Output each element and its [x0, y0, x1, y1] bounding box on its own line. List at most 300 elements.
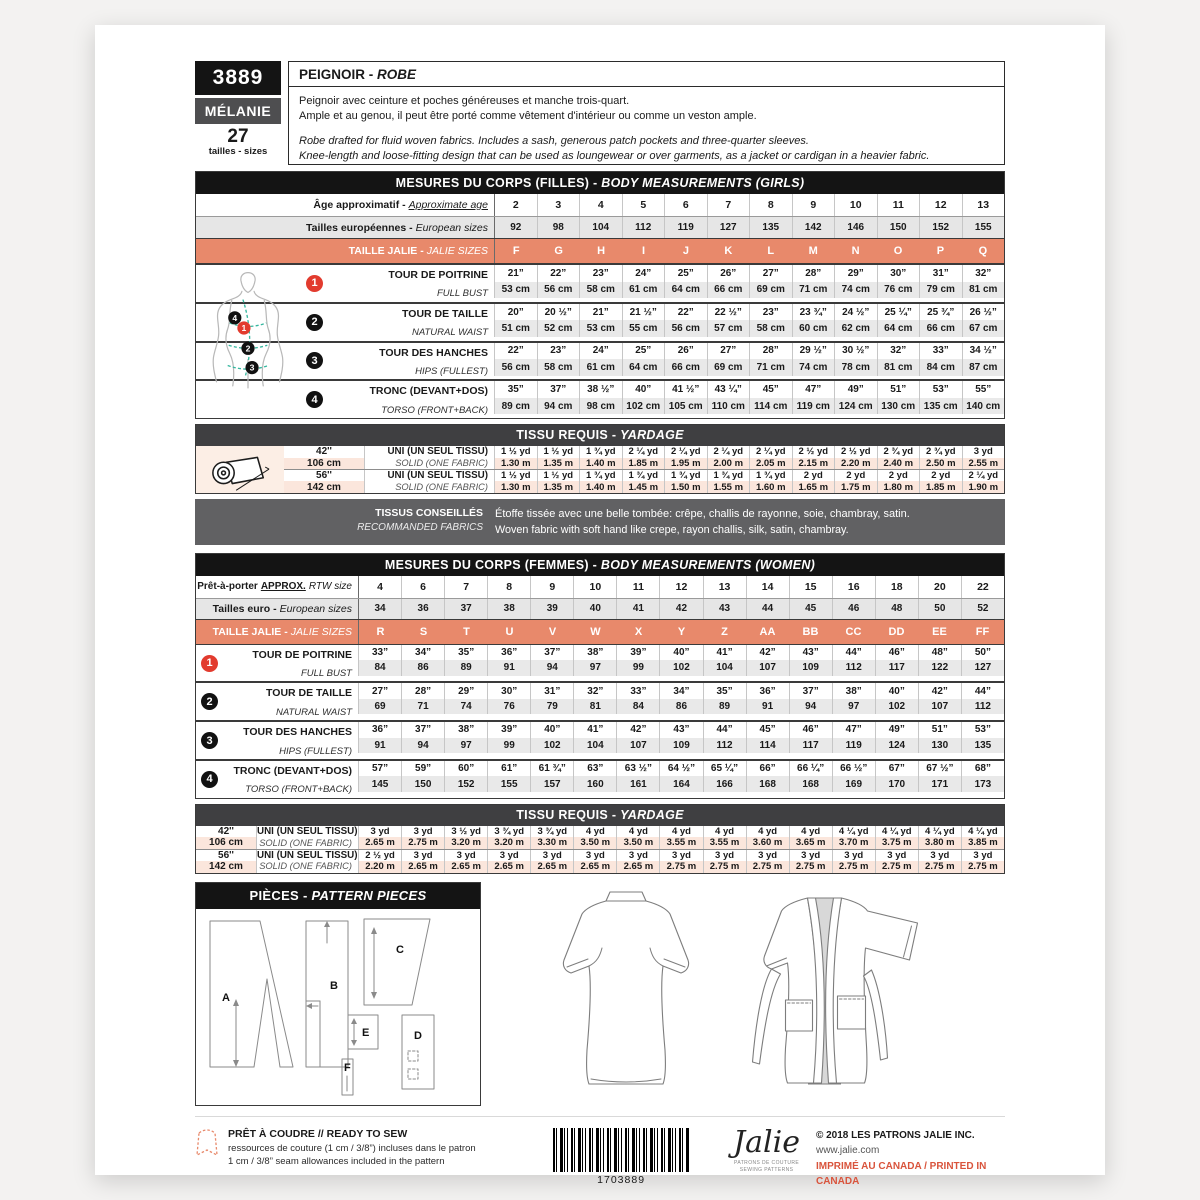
women-rtw-cell: 13: [703, 576, 746, 598]
women-yardage-table: [195, 804, 1005, 874]
women-hips-cm-cell: 99: [487, 738, 530, 754]
women-euro-cell: 46: [832, 599, 875, 619]
women-hips-cm-cell: 104: [573, 738, 616, 754]
women-rtw-cell: 10: [573, 576, 616, 598]
yardage-m-cell: 2.65 m: [573, 861, 616, 872]
yardage-yd-cell: 3 yd: [832, 850, 875, 861]
yardage-m-cell: 3.75 m: [875, 837, 918, 848]
website-url: www.jalie.com: [815, 1145, 880, 1157]
yardage-yd-cell: 1 ¾ yd: [579, 446, 622, 457]
copyright-text: © 2018 LES PATRONS JALIE INC.: [815, 1129, 975, 1141]
women-euro-cell: 50: [918, 599, 961, 619]
girls-measurement-rows: [196, 263, 1004, 418]
measure-3-badge: 3: [306, 352, 323, 369]
women-torso-cm-cell: 157: [530, 776, 573, 792]
women-hips-cm-cell: 117: [789, 738, 832, 754]
yardage-yd-cell: 1 ¾ yd: [664, 470, 707, 481]
women-torso-cm-cell: 171: [918, 776, 961, 792]
seam-allowance-icon: [195, 1128, 219, 1160]
women-hips-in-cell: 41”: [573, 722, 616, 738]
girls-euro-cell: 135: [749, 217, 792, 238]
women-jalie-size-cell: Y: [677, 625, 686, 638]
yardage-yd-cell: 1 ½ yd: [537, 446, 580, 457]
description-english: [299, 134, 994, 165]
yardage-m-cell: 1.50 m: [664, 481, 707, 492]
yardage-yd-cell: 4 yd: [573, 826, 616, 837]
measure-1-badge: 1: [306, 275, 323, 292]
yardage-m-cell: 1.60 m: [749, 481, 792, 492]
women-waist-cm-cell: 69: [358, 699, 401, 715]
women-hips-in-cell: 46”: [789, 722, 832, 738]
women-bust-cm-cell: 117: [875, 660, 918, 676]
girls-bust-cm-cell: 69 cm: [749, 282, 792, 299]
footer: [195, 1116, 1005, 1190]
description-line: Peignoir avec ceinture et poches généreuses et manche trois-quart.: [299, 95, 630, 107]
women-waist-cm-cell: 84: [616, 699, 659, 715]
girls-euro-cell: 112: [622, 217, 665, 238]
girls-hips-cm-cell: 61 cm: [579, 359, 622, 376]
girls-torso-cm-cell: 105 cm: [664, 398, 707, 415]
girls-jalie-cells: [494, 239, 1004, 263]
girls-bust-cm-cell: 53 cm: [494, 282, 537, 299]
women-torso-cm-cell: 173: [961, 776, 1004, 792]
girls-waist-in-cell: 25 ¼”: [877, 304, 920, 321]
girls-age-cell: 13: [962, 194, 1005, 216]
yardage-yd-cell: 3 ¾ yd: [487, 826, 530, 837]
girls-age-cell: 5: [622, 194, 665, 216]
women-bust-in-cell: 44”: [832, 645, 875, 661]
girls-hips-in-cell: 29 ½”: [792, 343, 835, 360]
girls-age-cell: 2: [494, 194, 537, 216]
women-bust-in-cell: 42”: [746, 645, 789, 661]
girls-waist-cm-cell: 64 cm: [877, 320, 920, 337]
women-jalie-cells: [358, 620, 1004, 644]
girls-hips-cm-cell: 78 cm: [834, 359, 877, 376]
yardage-yd-cell: 1 ¾ yd: [707, 470, 750, 481]
girls-waist-cm-cell: 67 cm: [962, 320, 1005, 337]
women-jalie-size-cell: BB: [802, 625, 819, 638]
women-torso-cm-cell: 164: [659, 776, 702, 792]
girls-waist-cm-cell: 52 cm: [537, 320, 580, 337]
girls-bust-in-cell: 26”: [707, 265, 750, 282]
yardage-m-cell: 3.50 m: [616, 837, 659, 848]
women-euro-cell: 44: [746, 599, 789, 619]
yardage-yd-cell: 3 yd: [703, 850, 746, 861]
yardage-yd-cell: 2 yd: [877, 470, 920, 481]
girls-yardage-56-row: 56'' 142 cm UNI (UN SEUL TISSU) SOLID (ONE FABRIC) 1 ½ yd 1 ½ yd 1 ¾ yd 1 ¾ yd 1 ¾ yd 1 ¾ yd 1 ¾ yd 2 yd 2 yd 2 yd 2 yd 2 ¼ yd 1.30 m 1.35 m 1.40 m 1.45 m 1.50 m 1.55 m 1.60 m 1.65 m 1.75 m 1.80 m 1.85 m 1.90 m: [284, 469, 1004, 493]
girls-hips-in-cell: 23”: [537, 343, 580, 360]
sizes-caption: tailles - sizes: [208, 145, 268, 157]
description-french: [299, 94, 994, 125]
girls-waist-cm-cell: 53 cm: [579, 320, 622, 337]
women-waist-cm-cell: 94: [789, 699, 832, 715]
girls-jalie-size-cell: H: [597, 245, 606, 257]
women-jalie-size-cell: T: [463, 625, 470, 638]
yardage-m-cell: 3.80 m: [918, 837, 961, 848]
women-torso-cm-cell: 169: [832, 776, 875, 792]
yardage-yd-cell: 4 ¼ yd: [918, 826, 961, 837]
women-hips-in-cell: 39”: [487, 722, 530, 738]
girls-waist-in-cell: 20”: [494, 304, 537, 321]
women-jalie-size-cell: AA: [759, 625, 776, 638]
women-euro-cell: 34: [358, 599, 401, 619]
girls-waist-cm-cell: 57 cm: [707, 320, 750, 337]
women-rtw-cell: 8: [487, 576, 530, 598]
women-bust-in-cell: 39”: [616, 645, 659, 661]
women-hips-cm-cell: 112: [703, 738, 746, 754]
girls-waist-in-cell: 22 ½”: [707, 304, 750, 321]
women-bust-cm-cell: 91: [487, 660, 530, 676]
yardage-m-cell: 2.65 m: [401, 861, 444, 872]
women-hips-in-cell: 43”: [659, 722, 702, 738]
yardage-yd-cell: 4 yd: [746, 826, 789, 837]
women-jalie-size-cell: S: [419, 625, 428, 638]
yardage-yd-cell: 2 ½ yd: [834, 446, 877, 457]
yardage-yd-cell: 2 yd: [834, 470, 877, 481]
girls-torso-cm-cell: 98 cm: [579, 398, 622, 415]
women-waist-in-cell: 34”: [659, 683, 702, 699]
girls-table-title: MESURES DU CORPS (FILLES) - BODY MEASUREMENTS (GIRLS): [196, 172, 1004, 194]
women-bust-in-cell: 40”: [659, 645, 702, 661]
girls-torso-in-cell: 37”: [537, 381, 580, 398]
svg-text:C: C: [396, 943, 404, 956]
girls-hips-in-cell: 30 ½”: [834, 343, 877, 360]
women-torso-in-cell: 57”: [358, 761, 401, 777]
girls-torso-in-cell: 53”: [919, 381, 962, 398]
yardage-yd-cell: 2 ¼ yd: [664, 446, 707, 457]
women-bust-in-cell: 38”: [573, 645, 616, 661]
svg-text:3: 3: [249, 362, 255, 373]
girls-waist-cm-cell: 55 cm: [622, 320, 665, 337]
robe-back-drawing: [550, 886, 702, 1098]
yardage-m-cell: 2.65 m: [444, 861, 487, 872]
girls-age-cell: 10: [834, 194, 877, 216]
girls-jalie-size-cell: P: [936, 245, 945, 257]
women-hips-in-cell: 44”: [703, 722, 746, 738]
yardage-m-cell: 2.40 m: [877, 458, 920, 469]
women-torso-in-cell: 66 ½”: [832, 761, 875, 777]
women-waist-cm-cell: 102: [875, 699, 918, 715]
yardage-m-cell: 1.90 m: [962, 481, 1005, 492]
women-bust-cm-cell: 99: [616, 660, 659, 676]
girls-waist-row: 2 TOUR DE TAILLE NATURAL WAIST 20” 20 ½” 21” 21 ½” 22” 22 ½” 23” 23 ¾” 24 ½” 25 ¼” 25 ¾” 26 ½” 51 cm 52 cm 53 cm 55 cm 56 cm 57 cm 58 cm 60 cm 62 cm 64 cm 66 cm 67 cm: [196, 302, 1004, 341]
women-waist-cm-cell: 89: [703, 699, 746, 715]
women-hips-in-cell: 45”: [746, 722, 789, 738]
women-torso-row: 4 TRONC (DEVANT+DOS) TORSO (FRONT+BACK) 57” 59” 60” 61” 61 ¾” 63” 63 ½” 64 ½” 65 ¼” 66” 66 ¼” 66 ½” 67” 67 ½” 68” 145 150 152 155 157 160 161 164 166 168 168 169 170 171 173: [196, 759, 1004, 798]
yardage-yd-cell: 2 ¼ yd: [749, 446, 792, 457]
girls-hips-in-cell: 24”: [579, 343, 622, 360]
svg-text:B: B: [330, 979, 338, 992]
girls-waist-in-cell: 21”: [579, 304, 622, 321]
yardage-m-cell: 2.65 m: [530, 861, 573, 872]
women-torso-in-cell: 66 ¼”: [789, 761, 832, 777]
yardage-m-cell: 1.75 m: [834, 481, 877, 492]
girls-hips-cm-cell: 81 cm: [877, 359, 920, 376]
girls-bust-row: 1 TOUR DE POITRINE FULL BUST 21” 22” 23” 24” 25” 26” 27” 28” 29” 30” 31” 32” 53 cm 56 cm 58 cm 61 cm 64 cm 66 cm 69 cm 71 cm 74 cm 76 cm 79 cm 81 cm: [196, 263, 1004, 302]
yardage-m-cell: 1.35 m: [537, 458, 580, 469]
girls-bust-in-cell: 31”: [919, 265, 962, 282]
yardage-yd-cell: 4 ¼ yd: [961, 826, 1004, 837]
yardage-yd-cell: 2 ½ yd: [792, 446, 835, 457]
yardage-yd-cell: 3 yd: [616, 850, 659, 861]
girls-age-cell: 8: [749, 194, 792, 216]
girls-torso-cm-cell: 124 cm: [834, 398, 877, 415]
girls-torso-cm-cell: 102 cm: [622, 398, 665, 415]
seam-allowance-fr: ressources de couture (1 cm / 3/8”) incluses dans le patron: [228, 1142, 476, 1154]
women-torso-in-cell: 63”: [573, 761, 616, 777]
pattern-number: 3889: [195, 61, 281, 95]
yardage-yd-cell: 4 yd: [616, 826, 659, 837]
yardage-m-cell: 2.50 m: [919, 458, 962, 469]
women-waist-cm-cell: 86: [659, 699, 702, 715]
yardage-m-cell: 1.80 m: [877, 481, 920, 492]
yardage-yd-cell: 4 yd: [789, 826, 832, 837]
girls-torso-cm-cell: 130 cm: [877, 398, 920, 415]
girls-hips-cm-cell: 66 cm: [664, 359, 707, 376]
recommended-fabrics-bar: [195, 499, 1005, 545]
yardage-yd-cell: 4 ¼ yd: [875, 826, 918, 837]
girls-waist-in-cell: 21 ½”: [622, 304, 665, 321]
women-yardage-title: TISSU REQUIS - YARDAGE: [196, 805, 1004, 826]
girls-euro-cell: 142: [792, 217, 835, 238]
yardage-yd-cell: 4 ¼ yd: [832, 826, 875, 837]
girls-yardage-42-row: 42'' 106 cm UNI (UN SEUL TISSU) SOLID (ONE FABRIC) 1 ½ yd 1 ½ yd 1 ¾ yd 2 ¼ yd 2 ¼ yd 2 ¼ yd 2 ¼ yd 2 ½ yd 2 ½ yd 2 ¾ yd 2 ¾ yd 3 yd 1.30 m 1.35 m 1.40 m 1.85 m 1.95 m 2.00 m 2.05 m 2.15 m 2.20 m 2.40 m 2.50 m 2.55 m: [284, 446, 1004, 469]
yardage-m-cell: 2.00 m: [707, 458, 750, 469]
girls-euro-cell: 98: [537, 217, 580, 238]
women-waist-in-cell: 31”: [530, 683, 573, 699]
women-bust-cm-cell: 94: [530, 660, 573, 676]
girls-torso-cm-cell: 119 cm: [792, 398, 835, 415]
girls-hips-cm-cell: 58 cm: [537, 359, 580, 376]
yardage-m-cell: 3.55 m: [659, 837, 702, 848]
women-waist-in-cell: 29”: [444, 683, 487, 699]
yardage-m-cell: 2.75 m: [918, 861, 961, 872]
girls-torso-in-cell: 47”: [792, 381, 835, 398]
seam-allowance-en: 1 cm / 3/8” seam allowances included in the pattern: [228, 1156, 445, 1168]
women-waist-cm-cell: 79: [530, 699, 573, 715]
barcode: [553, 1128, 689, 1172]
svg-text:D: D: [414, 1029, 422, 1042]
girls-hips-cm-cell: 74 cm: [792, 359, 835, 376]
women-bust-cm-cell: 109: [789, 660, 832, 676]
women-jalie-size-cell: DD: [888, 625, 905, 638]
svg-text:2: 2: [245, 343, 251, 354]
girls-jalie-size-cell: Q: [978, 245, 988, 257]
pattern-pieces-drawing: [196, 909, 480, 1103]
women-rtw-cell: 18: [875, 576, 918, 598]
fabrics-label-en: RECOMMANDED FABRICS: [357, 522, 483, 534]
women-hips-in-cell: 36”: [358, 722, 401, 738]
girls-waist-cm-cell: 62 cm: [834, 320, 877, 337]
yardage-yd-cell: 2 yd: [919, 470, 962, 481]
women-jalie-size-cell: R: [358, 620, 402, 644]
description-line: Robe drafted for fluid woven fabrics. Includes a sash, generous patch pockets and three-quarter sleeves.: [299, 134, 809, 147]
women-hips-cm-cell: 91: [358, 738, 401, 754]
yardage-yd-cell: 2 ¼ yd: [707, 446, 750, 457]
girls-torso-in-cell: 38 ½”: [579, 381, 622, 398]
measure-2-badge: 2: [201, 693, 218, 710]
yardage-yd-cell: 2 ¾ yd: [877, 446, 920, 457]
girls-bust-cm-cell: 56 cm: [537, 282, 580, 299]
yardage-m-cell: 3.50 m: [573, 837, 616, 848]
svg-text:F: F: [344, 1061, 351, 1074]
women-rtw-row: Prêt-à-porter APPROX. RTW size 4 6 7 8 9 10 11 12 13 14 15 16 18 20 22: [196, 576, 1004, 598]
women-waist-cm-cell: 97: [832, 699, 875, 715]
yardage-yd-cell: 3 yd: [444, 850, 487, 861]
girls-bust-cm-cell: 66 cm: [707, 282, 750, 299]
women-hips-row: 3 TOUR DES HANCHES HIPS (FULLEST) 36” 37” 38” 39” 40” 41” 42” 43” 44” 45” 46” 47” 49” 51” 53” 91 94 97 99 102 104 107 109 112 114 117 119 124 130 135: [196, 720, 1004, 759]
women-hips-in-cell: 38”: [444, 722, 487, 738]
women-torso-cm-cell: 168: [789, 776, 832, 792]
women-rtw-cell: 6: [401, 576, 444, 598]
girls-age-cell: 7: [707, 194, 750, 216]
girls-euro-cell: 150: [877, 217, 920, 238]
yardage-yd-cell: 1 ¾ yd: [749, 470, 792, 481]
fabrics-label-fr: TISSUS CONSEILLÉS: [375, 506, 483, 519]
women-bust-row: 1 TOUR DE POITRINE FULL BUST 33” 34” 35” 36” 37” 38” 39” 40” 41” 42” 43” 44” 46” 48” 50” 84 86 89 91 94 97 99 102 104 107 109 112 117 122 127: [196, 644, 1004, 682]
robe-front-drawing: [718, 886, 936, 1098]
girls-waist-in-cell: 23”: [749, 304, 792, 321]
fabric-width-cm: 142 cm: [284, 481, 364, 492]
women-hips-in-cell: 40”: [530, 722, 573, 738]
women-euro-cell: 36: [401, 599, 444, 619]
women-hips-in-cell: 47”: [832, 722, 875, 738]
girls-age-cell: 6: [664, 194, 707, 216]
women-euro-cell: 42: [659, 599, 702, 619]
women-hips-cm-cell: 124: [875, 738, 918, 754]
yardage-m-cell: 1.30 m: [494, 458, 537, 469]
women-bust-cm-cell: 89: [444, 660, 487, 676]
women-torso-cm-cell: 152: [444, 776, 487, 792]
pattern-pieces-title: PIÈCES - PATTERN PIECES: [196, 883, 480, 909]
fabric-width-in: 56'': [218, 849, 234, 861]
fabric-width-cm: 106 cm: [196, 837, 256, 848]
sizes-count: 27: [227, 126, 249, 147]
women-euro-cell: 45: [789, 599, 832, 619]
yardage-m-cell: 2.75 m: [875, 861, 918, 872]
women-hips-cm-cell: 94: [401, 738, 444, 754]
pattern-pieces-box: [195, 882, 481, 1106]
women-torso-in-cell: 60”: [444, 761, 487, 777]
women-yardage-42-row: 42'' 106 cm UNI (UN SEUL TISSU) SOLID (ONE FABRIC) 3 yd 3 yd 3 ½ yd 3 ¾ yd 3 ¾ yd 4 yd 4 yd 4 yd 4 yd 4 yd 4 yd 4 ¼ yd 4 ¼ yd 4 ¼ yd 4 ¼ yd 2.65 m 2.75 m 3.20 m 3.20 m 3.30 m 3.50 m 3.50 m 3.55 m 3.55 m 3.60 m 3.65 m 3.70 m 3.75 m 3.80 m 3.85 m: [196, 826, 1004, 849]
women-bust-in-cell: 36”: [487, 645, 530, 661]
women-jalie-size-cell: W: [590, 625, 601, 638]
women-rtw-cell: 22: [961, 576, 1004, 598]
yardage-m-cell: 1.30 m: [494, 481, 537, 492]
fabrics-text-fr: Étoffe tissée avec une belle tombée: crêpe, challis de rayonne, soie, chambray, satin.: [495, 507, 910, 520]
fabric-width-in: 42'': [316, 446, 332, 458]
yardage-m-cell: 1.35 m: [537, 481, 580, 492]
girls-jalie-size-cell: N: [851, 245, 860, 257]
yardage-m-cell: 3.60 m: [746, 837, 789, 848]
yardage-yd-cell: 3 yd: [746, 850, 789, 861]
girls-waist-in-cell: 25 ¾”: [919, 304, 962, 321]
fabric-width-in: 42'': [218, 825, 234, 837]
yardage-yd-cell: 3 yd: [962, 446, 1005, 457]
women-hips-in-cell: 37”: [401, 722, 444, 738]
women-rtw-cell: 9: [530, 576, 573, 598]
girls-torso-row: 4 TRONC (DEVANT+DOS) TORSO (FRONT+BACK) 35” 37” 38 ½” 40” 41 ½” 43 ¼” 45” 47” 49” 51” 53” 55” 89 cm 94 cm 98 cm 102 cm 105 cm 110 cm 114 cm 119 cm 124 cm 130 cm 135 cm 140 cm: [196, 379, 1004, 418]
yardage-m-cell: 3.20 m: [444, 837, 487, 848]
girls-age-cell: 12: [919, 194, 962, 216]
women-waist-in-cell: 32”: [573, 683, 616, 699]
girls-jalie-size-cell: M: [808, 245, 818, 257]
girls-hips-row: 3 TOUR DES HANCHES HIPS (FULLEST) 22” 23” 24” 25” 26” 27” 28” 29 ½” 30 ½” 32” 33” 34 ½” 56 cm 58 cm 61 cm 64 cm 66 cm 69 cm 71 cm 74 cm 78 cm 81 cm 84 cm 87 cm: [196, 341, 1004, 380]
girls-waist-cm-cell: 51 cm: [494, 320, 537, 337]
yardage-m-cell: 2.75 m: [746, 861, 789, 872]
women-torso-in-cell: 63 ½”: [616, 761, 659, 777]
women-rtw-cell: 14: [746, 576, 789, 598]
women-torso-in-cell: 64 ½”: [659, 761, 702, 777]
girls-torso-in-cell: 40”: [622, 381, 665, 398]
yardage-yd-cell: 3 yd: [918, 850, 961, 861]
girls-jalie-size-cell: O: [893, 245, 903, 257]
girls-age-cells: [494, 194, 1004, 216]
women-euro-cell: 38: [487, 599, 530, 619]
girls-hips-cm-cell: 56 cm: [494, 359, 537, 376]
women-rtw-cell: 7: [444, 576, 487, 598]
yardage-m-cell: 2.15 m: [792, 458, 835, 469]
girls-bust-cm-cell: 76 cm: [877, 282, 920, 299]
women-torso-cm-cell: 145: [358, 776, 401, 792]
yardage-yd-cell: 3 yd: [573, 850, 616, 861]
yardage-m-cell: 3.20 m: [487, 837, 530, 848]
girls-bust-cm-cell: 79 cm: [919, 282, 962, 299]
girls-bust-cm-cell: 71 cm: [792, 282, 835, 299]
women-torso-in-cell: 65 ¼”: [703, 761, 746, 777]
women-jalie-size-cell: EE: [932, 625, 947, 638]
women-rtw-cell: 12: [659, 576, 702, 598]
yardage-yd-cell: 2 ¾ yd: [919, 446, 962, 457]
girls-hips-cm-cell: 69 cm: [707, 359, 750, 376]
girls-torso-cm-cell: 94 cm: [537, 398, 580, 415]
girls-euro-cell: 152: [919, 217, 962, 238]
women-bust-in-cell: 35”: [444, 645, 487, 661]
women-euro-cell: 48: [875, 599, 918, 619]
women-bust-cm-cell: 102: [659, 660, 702, 676]
svg-text:1: 1: [241, 323, 247, 334]
girls-hips-cm-cell: 84 cm: [919, 359, 962, 376]
yardage-m-cell: 2.65 m: [358, 837, 401, 848]
women-jalie-size-cell: Z: [721, 625, 728, 638]
women-torso-cm-cell: 166: [703, 776, 746, 792]
women-waist-cm-cell: 112: [961, 699, 1004, 715]
girls-yardage-title: TISSU REQUIS - YARDAGE: [196, 425, 1004, 446]
yardage-yd-cell: 3 yd: [961, 850, 1004, 861]
girls-torso-in-cell: 45”: [749, 381, 792, 398]
women-waist-row: 2 TOUR DE TAILLE NATURAL WAIST 27” 28” 29” 30” 31” 32” 33” 34” 35” 36” 37” 38” 40” 42” 44” 69 71 74 76 79 81 84 86 89 91 94 97 102 107 112: [196, 681, 1004, 720]
jalie-logo: Jalie PATRONS DE COUTURE SEWING PATTERNS: [733, 1124, 800, 1173]
description-line: Ample et au genou, il peut être porté comme vêtement d'intérieur ou comme un veston ample.: [299, 110, 757, 123]
women-waist-in-cell: 37”: [789, 683, 832, 699]
fabric-width-cm: 106 cm: [284, 458, 364, 469]
girls-measurements-table: [195, 171, 1005, 419]
yardage-yd-cell: 1 ½ yd: [537, 470, 580, 481]
women-hips-cm-cell: 109: [659, 738, 702, 754]
printed-in-canada: IMPRIMÉ AU CANADA / PRINTED IN CANADA: [815, 1160, 987, 1188]
women-hips-cm-cell: 119: [832, 738, 875, 754]
girls-torso-in-cell: 35”: [494, 381, 537, 398]
women-bust-cm-cell: 84: [358, 660, 401, 676]
women-bust-cm-cell: 112: [832, 660, 875, 676]
women-euro-cells: [358, 599, 1004, 619]
fabrics-text-en: Woven fabric with soft hand like crepe, rayon challis, silk, satin, chambray.: [495, 524, 849, 537]
yardage-yd-cell: 4 yd: [703, 826, 746, 837]
women-waist-cm-cell: 71: [401, 699, 444, 715]
women-rtw-cell: 15: [789, 576, 832, 598]
girls-jalie-size-cell: G: [554, 245, 563, 257]
girls-euro-cell: 92: [494, 217, 537, 238]
